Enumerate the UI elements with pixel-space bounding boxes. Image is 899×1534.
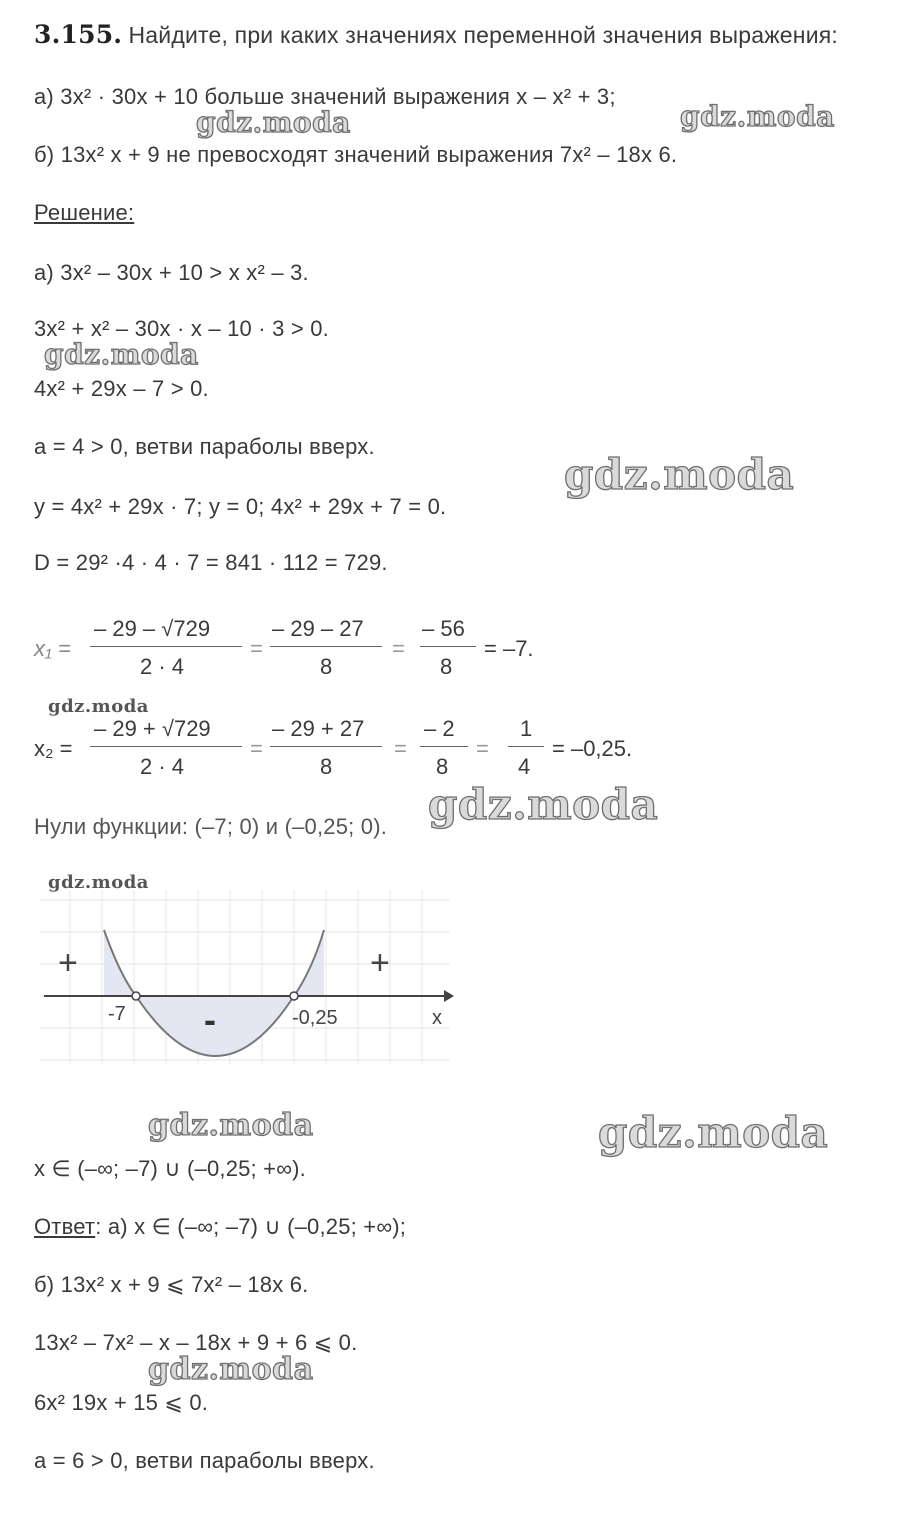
x2-eq3: =	[476, 736, 489, 761]
function-zeros: Нули функции: (–7; 0) и (–0,25; 0).	[34, 814, 388, 839]
x2-num4: 1	[520, 716, 533, 741]
watermark: gdz.moda	[680, 100, 835, 133]
x2-eq1: =	[250, 736, 263, 761]
watermark: gdz.moda	[598, 1108, 829, 1157]
root-point-left	[132, 992, 140, 1000]
watermark: gdz.moda	[44, 338, 199, 371]
watermark: gdz.moda	[48, 696, 149, 717]
watermark: gdz.moda	[48, 872, 149, 893]
answer-a: : а) x ∈ (–∞; –7) ∪ (–0,25; +∞);	[95, 1214, 407, 1239]
x2-den4: 4	[518, 754, 531, 779]
x1-eq1: =	[250, 636, 263, 661]
root-right-label: -0,25	[292, 1007, 338, 1029]
solution-line: а) 3x² – 30x + 10 > x x² – 3.	[34, 260, 309, 285]
x1-den3: 8	[440, 654, 453, 679]
solution-line: 3x² + x² – 30x · x – 10 · 3 > 0.	[34, 316, 329, 341]
x2-den1: 2 · 4	[140, 754, 185, 779]
part-b-line: 13x² – 7x² – x – 18x + 9 + 6 ⩽ 0.	[34, 1330, 358, 1355]
solution-line: D = 29² ·4 · 4 · 7 = 841 · 112 = 729.	[34, 550, 388, 575]
x1-den2: 8	[320, 654, 333, 679]
watermark: gdz.moda	[428, 780, 659, 829]
solution-line: a = 4 > 0, ветви параболы вверх.	[34, 434, 375, 459]
positive-region-right	[294, 930, 324, 996]
x2-num3: – 2	[424, 716, 455, 741]
solution-heading: Решение:	[34, 200, 135, 225]
problem-number: 3.155.	[34, 20, 123, 49]
root-point-right	[290, 992, 298, 1000]
problem-header	[34, 20, 838, 49]
watermark: gdz.moda	[148, 1352, 314, 1387]
plus-right: +	[370, 944, 390, 982]
answer-line	[34, 1214, 406, 1240]
x2-num2: – 29 + 27	[272, 716, 365, 741]
plus-left: +	[58, 944, 78, 982]
watermark: gdz.moda	[196, 106, 351, 139]
answer-label: Ответ	[34, 1214, 96, 1239]
part-b-line: б) 13x² x + 9 ⩽ 7x² – 18x 6.	[34, 1272, 309, 1297]
x1-num2: – 29 – 27	[272, 616, 364, 641]
x2-eq2: =	[394, 736, 407, 761]
part-b-line: 6x² 19x + 15 ⩽ 0.	[34, 1390, 209, 1415]
x1-num3: – 56	[422, 616, 465, 641]
parabola-graph	[40, 880, 460, 1070]
positive-region-left	[104, 930, 136, 996]
watermark: gdz.moda	[148, 1108, 314, 1143]
minus-sign: -	[204, 999, 216, 1040]
x1-eq2: =	[392, 636, 405, 661]
axis-label-x: x	[432, 1007, 442, 1029]
x1-num1: – 29 – √729	[94, 616, 211, 641]
problem-statement: Найдите, при каких значениях переменной значения выражения:	[128, 22, 838, 48]
part-b-line: a = 6 > 0, ветви параболы вверх.	[34, 1448, 375, 1473]
x1-result: = –7.	[484, 636, 534, 661]
x2-den3: 8	[436, 754, 449, 779]
x2-result: = –0,25.	[552, 736, 633, 761]
x-axis-arrow	[444, 990, 454, 1002]
x1-label: x₁ =	[34, 636, 71, 661]
solution-line: 4x² + 29x – 7 > 0.	[34, 376, 209, 401]
interval-a: x ∈ (–∞; –7) ∪ (–0,25; +∞).	[34, 1156, 306, 1181]
x2-num1: – 29 + √729	[94, 716, 211, 741]
watermark: gdz.moda	[564, 450, 795, 499]
solution-line: y = 4x² + 29x · 7; y = 0; 4x² + 29x + 7 = 0.	[34, 494, 447, 519]
x2-den2: 8	[320, 754, 333, 779]
x1-den1: 2 · 4	[140, 654, 185, 679]
part-a-text: а) 3x² · 30x + 10 больше значений выражения x – x² + 3;	[34, 84, 616, 109]
root-left-label: -7	[108, 1003, 126, 1025]
part-b-text: б) 13x² x + 9 не превосходят значений выражения 7x² – 18x 6.	[34, 142, 678, 167]
x2-label: x₂ =	[34, 736, 73, 761]
